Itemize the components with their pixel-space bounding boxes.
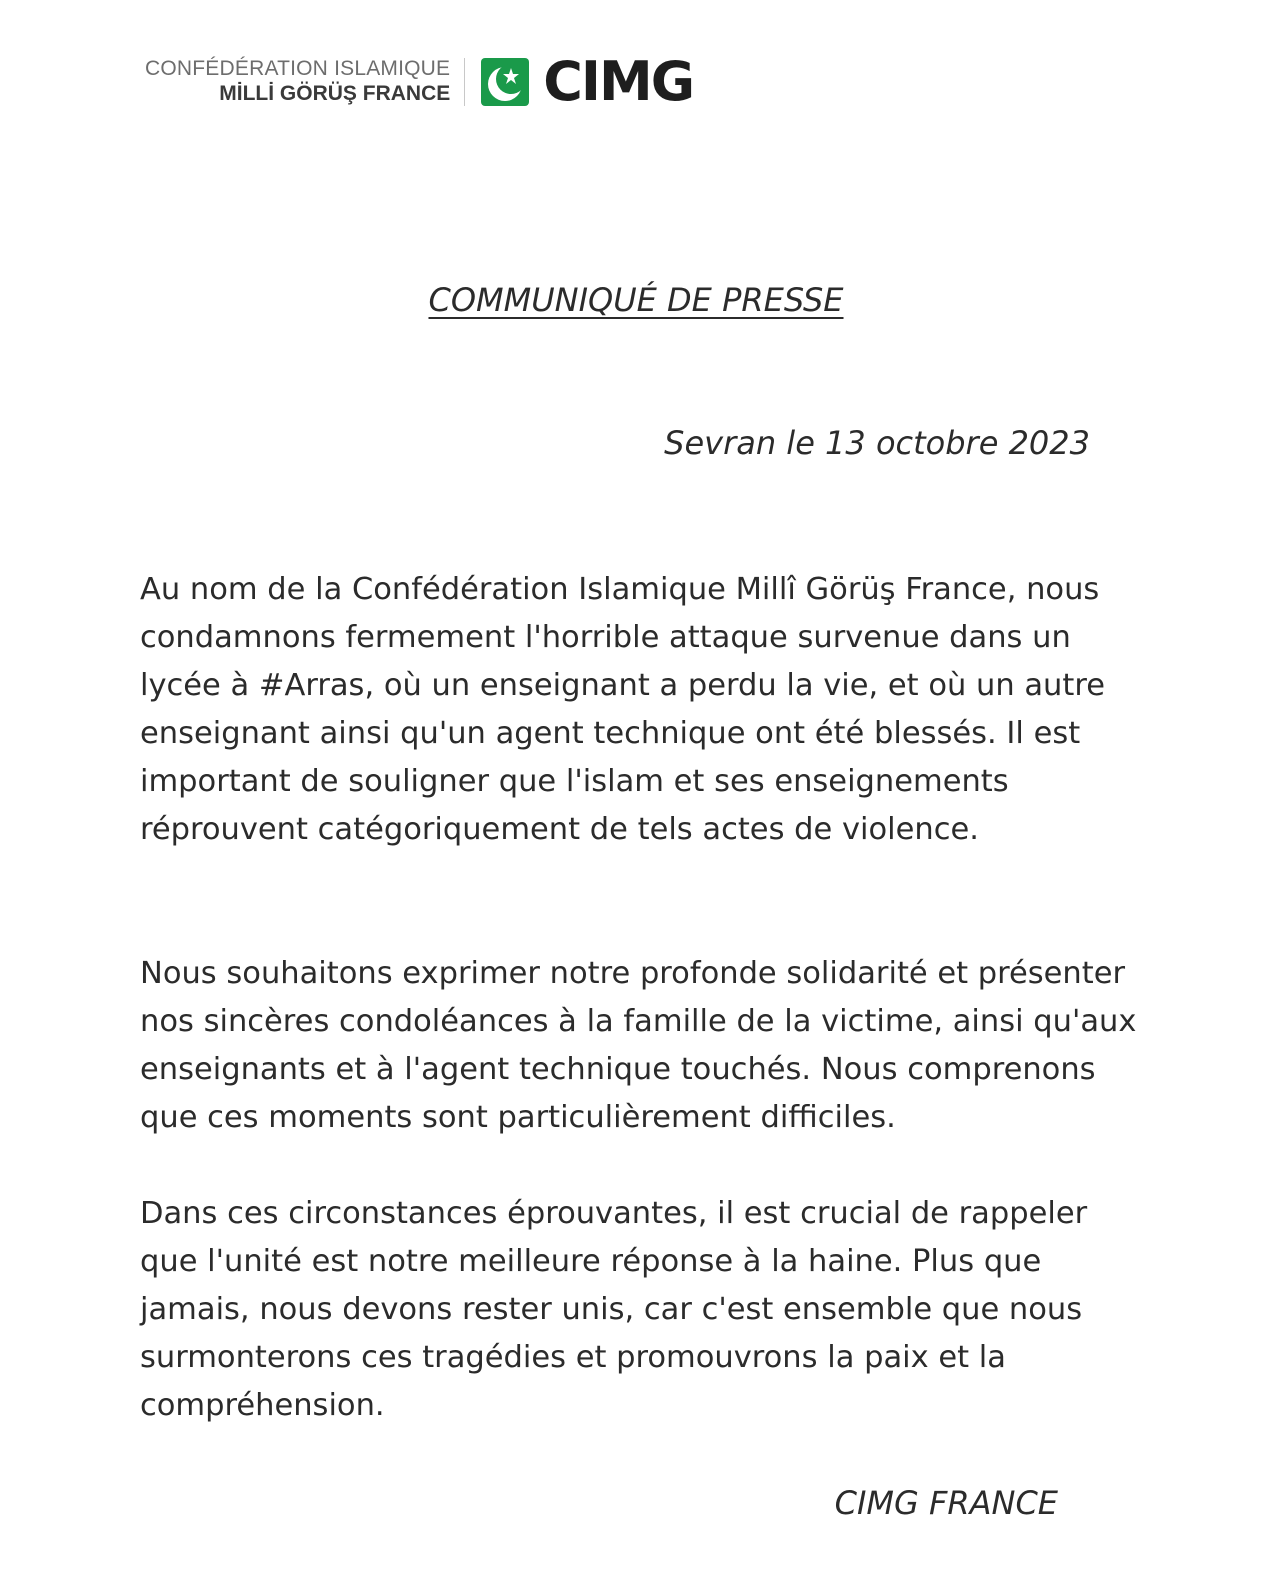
organization-header — [145, 50, 694, 113]
cimg-emblem-icon — [481, 58, 529, 106]
paragraph-unity: Dans ces circonstances éprouvantes, il est crucial de rappeler que l'unité est notre meilleure réponse à la haine. Plus que jamais, nous devons rester unis, car c'est ensemble que nous surmonterons ces tragédies et promouvrons la paix et la compréhension. — [140, 1196, 1088, 1424]
signature: CIMG FRANCE — [834, 1484, 1058, 1522]
organization-name-line1: CONFÉDÉRATION ISLAMIQUE — [145, 57, 451, 81]
header-divider — [464, 58, 465, 106]
date-line: Sevran le 13 octobre 2023 — [664, 424, 1090, 462]
organization-name-line2: MİLLİ GÖRÜŞ FRANCE — [219, 82, 451, 105]
organization-name — [145, 57, 450, 107]
cimg-logo-wordmark: CIMG — [543, 50, 694, 113]
paragraph-solidarity: Nous souhaitons exprimer notre profonde solidarité et présenter nos sincères condoléances à la famille de la victime, ainsi qu'aux enseignants et à l'agent technique touchés. Nous comprenons que ces moments sont particulièrement difficiles. — [140, 956, 1137, 1136]
paragraph-condemnation: Au nom de la Confédération Islamique Millî Görüş France, nous condamnons fermement l'horrible attaque survenue dans un lycée à #Arras, où un enseignant a perdu la vie, et où un autre enseignant ainsi qu'un agent technique ont été blessés. Il est important de souligner que l'islam et ses enseignements réprouvent catégoriquement de tels actes de violence. — [140, 572, 1105, 848]
document-title: COMMUNIQUÉ DE PRESSE — [428, 281, 844, 319]
